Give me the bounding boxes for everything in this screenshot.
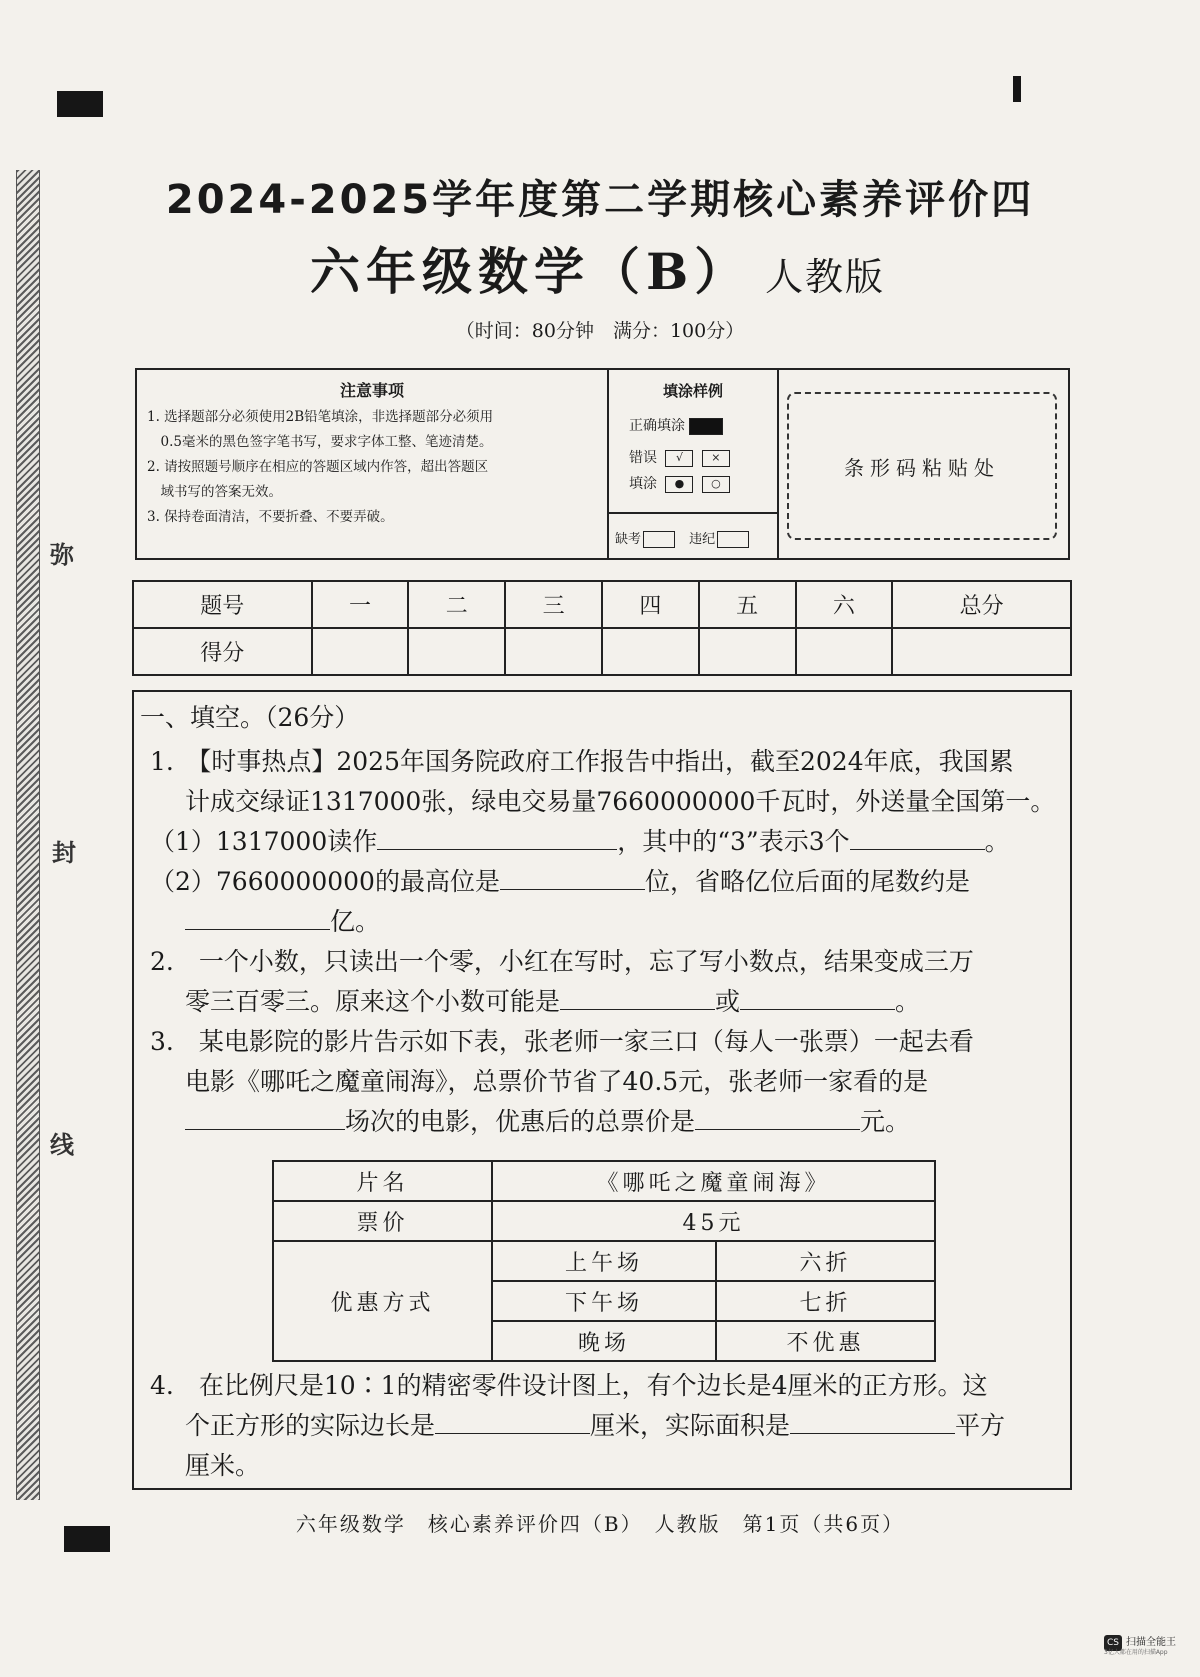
question-4-line-3: 厘米。 [185, 1451, 261, 1480]
section-title: 一、填空。（26分） [140, 703, 360, 732]
absent-label: 缺考 [615, 532, 642, 547]
fill-wrong-row [629, 447, 730, 467]
side-label-seal: 弥 [50, 540, 74, 569]
side-label-line: 线 [50, 1130, 74, 1159]
score-header-cell: 总分 [892, 581, 1071, 628]
score-header-row [133, 581, 1071, 628]
answer-blank[interactable] [695, 1103, 860, 1130]
fill-example-title: 填涂样例 [662, 382, 723, 400]
score-header-cell: 四 [602, 581, 699, 628]
fill-correct-label: 正确填涂 [629, 418, 685, 434]
fill-wrong-label: 错误 [629, 450, 657, 466]
score-header-cell: 一 [312, 581, 409, 628]
score-header-cell: 三 [505, 581, 602, 628]
notice-box [135, 368, 1070, 560]
notice-heading: 注意事项 [339, 381, 404, 400]
notice-line: 3. 保持卷面清洁，不要折叠、不要弄破。 [147, 509, 394, 525]
score-header-cell: 二 [408, 581, 505, 628]
question-3-line-1: 3. 某电影院的影片告示如下表，张老师一家三口（每人一张票）一起去看 [150, 1027, 974, 1056]
question-4-line-2 [185, 1406, 1005, 1446]
movie-row [273, 1201, 935, 1241]
dot-mark-icon: ● [665, 476, 693, 493]
q4-text-a: 个正方形的实际边长是 [185, 1411, 436, 1440]
score-cell[interactable] [505, 628, 602, 675]
score-cell[interactable] [892, 628, 1071, 675]
question-1-1 [150, 822, 1010, 862]
answer-blank[interactable] [790, 1407, 955, 1434]
score-row-label: 得分 [133, 628, 312, 675]
q1-2-text-c: 亿。 [330, 907, 381, 936]
notice-line: 1. 选择题部分必须使用2B铅笔填涂，非选择题部分必须用 [147, 409, 494, 425]
score-cell[interactable] [408, 628, 505, 675]
question-1-line-2: 计成交绿证1317000张，绿电交易量7660000000千瓦时，外送量全国第一。 [185, 787, 1056, 816]
q1-2-text-b: 位，省略亿位后面的尾数约是 [644, 867, 970, 896]
fill-example [609, 370, 779, 558]
q3-text-a: 场次的电影，优惠后的总票价是 [345, 1107, 696, 1136]
question-1-line-1: 1. 【时事热点】2025年国务院政府工作报告中指出，截至2024年底，我国累 [150, 747, 1014, 776]
circle-mark-icon: ○ [702, 476, 730, 493]
score-header-cell: 题号 [133, 581, 312, 628]
q1-2-text-a: （2）7660000000的最高位是 [150, 867, 500, 896]
answer-blank[interactable] [435, 1407, 590, 1434]
movie-table [272, 1160, 936, 1362]
q3-text-b: 元。 [860, 1107, 911, 1136]
absent-violation-row [615, 528, 749, 548]
question-2-line-1: 2. 一个小数，只读出一个零，小红在写时，忘了写小数点，结果变成三万 [150, 947, 974, 976]
question-1-2 [150, 862, 970, 902]
side-label-close: 封 [52, 838, 76, 867]
registration-mark-top-right [1013, 76, 1021, 102]
exam-title: 2024-2025学年度第二学期核心素养评价四 [165, 177, 1035, 223]
movie-discount: 七折 [716, 1281, 935, 1321]
q4-text-b: 厘米，实际面积是 [590, 1411, 791, 1440]
barcode-area [779, 370, 1068, 558]
q2-text-b: 或 [715, 987, 741, 1016]
filled-box-icon [689, 418, 723, 435]
binding-strip [16, 170, 40, 1500]
notice-line: 0.5毫米的黑色签字笔书写，要求字体工整、笔迹清楚。 [147, 434, 493, 450]
q2-text-a: 零三百零三。原来这个小数可能是 [185, 987, 561, 1016]
absent-checkbox[interactable] [643, 531, 675, 548]
score-cell[interactable] [602, 628, 699, 675]
fill-wrong2-label: 填涂 [629, 476, 657, 492]
question-4-line-1: 4. 在比例尺是10∶1的精密零件设计图上，有个边长是4厘米的正方形。这 [150, 1371, 988, 1400]
score-value-row [133, 628, 1071, 675]
answer-blank[interactable] [850, 823, 985, 850]
score-header-cell: 五 [699, 581, 796, 628]
edition-label: 人教版 [765, 255, 886, 299]
scanner-logo-icon: CS [1104, 1635, 1122, 1651]
score-table [132, 580, 1072, 676]
answer-blank[interactable] [185, 1103, 345, 1130]
check-mark-icon: √ [665, 450, 693, 467]
movie-session: 晚场 [492, 1321, 716, 1361]
q2-text-c: 。 [895, 987, 921, 1016]
fill-correct-row [629, 415, 723, 435]
cross-mark-icon: × [702, 450, 730, 467]
exam-duration: （时间：80分钟 满分：100分） [455, 320, 745, 342]
movie-row [273, 1161, 935, 1201]
subject-title: 六年级数学（B） [310, 242, 751, 301]
violation-checkbox[interactable] [717, 531, 749, 548]
answer-blank[interactable] [377, 823, 617, 850]
movie-price-label: 票价 [273, 1201, 492, 1241]
barcode-placeholder: 条形码粘贴处 [787, 392, 1057, 540]
answer-blank[interactable] [740, 983, 895, 1010]
movie-session: 下午场 [492, 1281, 716, 1321]
movie-discount-label: 优惠方式 [273, 1241, 492, 1361]
registration-mark-top-left [57, 91, 103, 117]
movie-name-value: 《哪吒之魔童闹海》 [492, 1161, 935, 1201]
q1-1-text-a: （1）1317000读作 [150, 827, 378, 856]
score-cell[interactable] [312, 628, 409, 675]
answer-blank[interactable] [500, 863, 645, 890]
scanner-name: 扫描全能王 [1126, 1637, 1176, 1648]
question-1-2-cont [185, 902, 380, 942]
notice-instructions [137, 370, 609, 558]
q4-text-c: 平方 [955, 1411, 1006, 1440]
notice-line: 2. 请按照题号顺序在相应的答题区域内作答，超出答题区 [147, 459, 489, 475]
q1-1-text-b: ，其中的“3”表示3个 [617, 827, 850, 856]
scanner-watermark [1104, 1633, 1200, 1657]
movie-name-label: 片名 [273, 1161, 492, 1201]
scanner-slogan: 3亿人都在用的扫描App [1104, 1649, 1168, 1656]
score-cell[interactable] [796, 628, 893, 675]
score-cell[interactable] [699, 628, 796, 675]
answer-blank[interactable] [185, 903, 330, 930]
violation-label: 违纪 [689, 532, 716, 547]
question-3-line-3 [185, 1102, 910, 1142]
page-footer: 六年级数学 核心素养评价四（B） 人教版 第1页（共6页） [295, 1512, 905, 1536]
movie-discount: 不优惠 [716, 1321, 935, 1361]
score-header-cell: 六 [796, 581, 893, 628]
notice-line: 域书写的答案无效。 [147, 484, 282, 500]
movie-discount: 六折 [716, 1241, 935, 1281]
question-3-line-2: 电影《哪吒之魔童闹海》，总票价节省了40.5元，张老师一家看的是 [185, 1067, 929, 1096]
divider [609, 512, 777, 514]
answer-blank[interactable] [560, 983, 715, 1010]
movie-session: 上午场 [492, 1241, 716, 1281]
movie-row [273, 1241, 935, 1281]
question-2-line-2 [185, 982, 920, 1022]
q1-1-text-c: 。 [984, 827, 1010, 856]
fill-wrong-row-2 [629, 473, 730, 493]
movie-price-value: 45元 [492, 1201, 935, 1241]
